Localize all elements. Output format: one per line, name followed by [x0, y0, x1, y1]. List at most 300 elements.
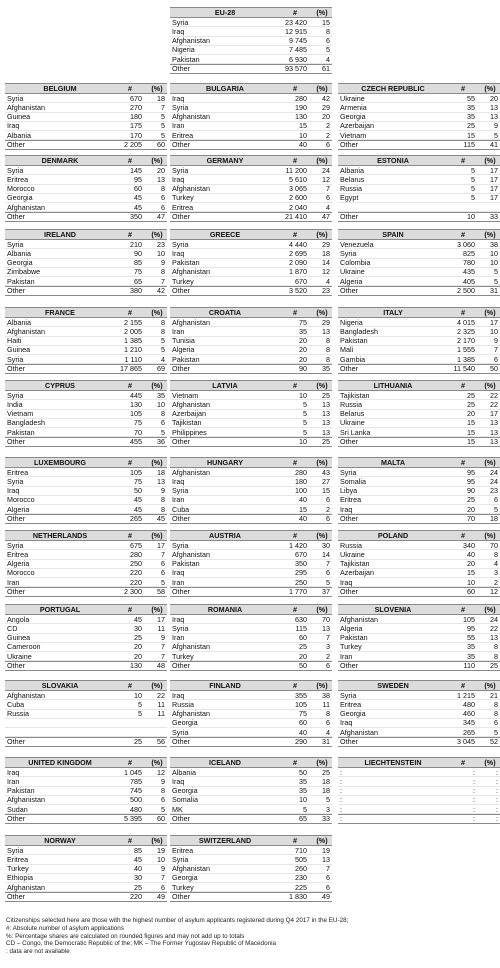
percent-cell: 6 — [326, 568, 330, 578]
country-table — [5, 680, 167, 747]
table-header — [5, 457, 167, 468]
percent-cell: 8 — [326, 336, 330, 345]
header-number: # — [461, 457, 465, 467]
count-cell: 21 410 — [285, 212, 307, 222]
citizenship-cell: Afghanistan — [172, 36, 210, 45]
percent-cell: 10 — [157, 248, 165, 258]
percent-cell: 6 — [494, 718, 498, 728]
count-cell: 10 — [299, 795, 307, 805]
table-row — [5, 514, 167, 523]
country-table — [338, 757, 500, 824]
header-percent: (%) — [316, 680, 328, 690]
count-cell: 45 — [134, 614, 142, 624]
table-row — [5, 364, 167, 373]
header-percent: (%) — [151, 155, 163, 165]
citizenship-cell: Other — [340, 737, 358, 747]
citizenship-cell: : — [340, 776, 342, 786]
citizenship-cell: Other — [7, 286, 25, 296]
count-cell: 670 — [130, 93, 142, 103]
count-cell: 5 — [303, 409, 307, 418]
table-header — [5, 307, 167, 318]
citizenship-cell: Other — [340, 661, 358, 671]
table-row — [170, 814, 332, 823]
percent-cell: : — [496, 795, 498, 805]
count-cell: 460 — [463, 709, 475, 718]
percent-cell: 7 — [326, 184, 330, 193]
count-cell: 1 770 — [289, 587, 307, 597]
percent-cell: 36 — [157, 437, 165, 447]
citizenship-cell: Venezuela — [340, 239, 374, 249]
percent-cell: 11 — [322, 699, 330, 709]
country-table — [170, 7, 332, 74]
header-number: # — [128, 307, 132, 317]
percent-cell: 15 — [322, 486, 330, 495]
table-header — [170, 380, 332, 391]
footnote: %: Percentage shares are calculated on rounded figures and may not add up to totals — [6, 932, 245, 940]
table-header — [170, 7, 332, 18]
percent-cell: 2 — [326, 121, 330, 131]
percent-cell: 11 — [157, 709, 165, 718]
percent-cell: 20 — [322, 112, 330, 121]
citizenship-cell: Iraq — [7, 121, 20, 131]
citizenship-cell: : — [340, 814, 342, 824]
percent-cell: 6 — [161, 418, 165, 428]
table-row — [338, 203, 500, 212]
table-row — [5, 737, 167, 746]
percent-cell: 10 — [490, 248, 498, 258]
percent-cell: 25 — [490, 661, 498, 671]
count-cell: 90 — [299, 364, 307, 374]
count-cell: 4 015 — [457, 317, 475, 327]
count-cell: 95 — [134, 174, 142, 184]
citizenship-cell: Georgia — [340, 112, 366, 121]
citizenship-cell: Azerbaijan — [172, 409, 206, 418]
count-cell: 15 — [299, 504, 307, 514]
percent-cell: 7 — [326, 864, 330, 873]
citizenship-cell: Pakistan — [340, 633, 368, 642]
count-cell: 5 — [471, 184, 475, 193]
header-percent: (%) — [484, 604, 496, 614]
citizenship-cell: MK — [172, 804, 183, 814]
percent-cell: 5 — [161, 345, 165, 355]
count-cell: 11 200 — [285, 165, 307, 175]
count-cell: 40 — [467, 549, 475, 559]
citizenship-cell: Iran — [172, 495, 185, 505]
table-header — [338, 155, 500, 166]
count-cell: 12 915 — [285, 26, 307, 36]
citizenship-cell: Syria — [172, 854, 189, 864]
table-title: LATVIA — [212, 380, 238, 390]
header-percent: (%) — [151, 380, 163, 390]
count-cell: 10 — [467, 577, 475, 587]
country-table — [170, 835, 332, 902]
table-row — [170, 355, 332, 364]
percent-cell: 6 — [326, 873, 330, 883]
count-cell: 2 325 — [457, 326, 475, 336]
percent-cell: 12 — [157, 767, 165, 777]
header-percent: (%) — [316, 530, 328, 540]
count-cell: : — [473, 814, 475, 824]
count-cell: 30 — [134, 873, 142, 883]
citizenship-cell: Syria — [7, 476, 24, 486]
header-number: # — [461, 680, 465, 690]
citizenship-cell: Other — [340, 514, 358, 524]
percent-cell: 18 — [322, 248, 330, 258]
table-row — [5, 505, 167, 514]
country-table — [5, 229, 167, 296]
table-header — [338, 307, 500, 318]
citizenship-cell: Other — [340, 437, 358, 447]
count-cell: 40 — [299, 514, 307, 524]
count-cell: 10 — [299, 390, 307, 400]
count-cell: 5 — [471, 165, 475, 175]
percent-cell: 18 — [322, 776, 330, 786]
count-cell: 55 — [467, 93, 475, 103]
count-cell: 445 — [130, 390, 142, 400]
citizenship-cell: Iran — [172, 121, 185, 131]
table-title: BELGIUM — [43, 83, 77, 93]
table-title: LITHUANIA — [373, 380, 413, 390]
citizenship-cell: Zimbabwe — [7, 267, 41, 277]
percent-cell: 6 — [161, 559, 165, 568]
citizenship-cell: Eritrea — [7, 467, 29, 477]
count-cell: 5 — [303, 804, 307, 814]
header-percent: (%) — [484, 757, 496, 767]
table-row — [170, 437, 332, 446]
table-row — [170, 140, 332, 149]
percent-cell: 8 — [494, 699, 498, 709]
percent-cell: 25 — [322, 767, 330, 777]
table-title: SWITZERLAND — [198, 835, 252, 845]
count-cell: 2 695 — [289, 248, 307, 258]
header-percent: (%) — [151, 307, 163, 317]
citizenship-cell: Pakistan — [172, 54, 200, 64]
percent-cell: 35 — [157, 390, 165, 400]
country-table — [5, 457, 167, 524]
table-title: ITALY — [383, 307, 403, 317]
percent-cell: 17 — [490, 174, 498, 184]
percent-cell: 70 — [322, 614, 330, 624]
citizenship-cell: Eritrea — [340, 699, 362, 709]
percent-cell: 41 — [490, 140, 498, 150]
citizenship-cell: Afghanistan — [7, 690, 45, 700]
count-cell: 20 — [299, 651, 307, 661]
table-row — [170, 64, 332, 73]
percent-cell: 4 — [326, 727, 330, 737]
citizenship-cell: Morocco — [7, 495, 35, 505]
header-percent: (%) — [316, 155, 328, 165]
percent-cell: 8 — [494, 642, 498, 652]
percent-cell: 5 — [494, 504, 498, 514]
citizenship-cell: India — [7, 399, 23, 409]
table-row — [170, 277, 332, 286]
citizenship-cell: Iraq — [172, 93, 185, 103]
table-row — [170, 661, 332, 670]
count-cell: 30 — [134, 623, 142, 633]
count-cell: 3 065 — [289, 184, 307, 193]
citizenship-cell: Syria — [7, 165, 24, 175]
percent-cell: 42 — [157, 286, 165, 296]
percent-cell: 4 — [494, 559, 498, 568]
percent-cell: 12 — [322, 267, 330, 277]
percent-cell: 61 — [322, 64, 330, 74]
citizenship-cell: Somalia — [172, 795, 198, 805]
header-percent: (%) — [484, 680, 496, 690]
percent-cell: 6 — [161, 193, 165, 203]
percent-cell: 13 — [322, 623, 330, 633]
percent-cell: 20 — [490, 93, 498, 103]
percent-cell: 8 — [161, 184, 165, 193]
header-percent: (%) — [484, 155, 496, 165]
percent-cell: 8 — [161, 504, 165, 514]
percent-cell: 60 — [157, 814, 165, 824]
count-cell: 55 — [467, 633, 475, 642]
count-cell: 25 — [467, 495, 475, 505]
table-row — [338, 505, 500, 514]
header-number: # — [461, 380, 465, 390]
citizenship-cell: Albania — [7, 130, 31, 140]
count-cell: 180 — [130, 112, 142, 121]
percent-cell: 31 — [490, 286, 498, 296]
table-header — [5, 835, 167, 846]
header-percent: (%) — [151, 457, 163, 467]
citizenship-cell: Other — [340, 286, 358, 296]
percent-cell: 7 — [494, 345, 498, 355]
table-row — [170, 728, 332, 737]
table-header — [5, 229, 167, 240]
table-title: GREECE — [209, 229, 241, 239]
table-header — [170, 604, 332, 615]
citizenship-cell: Afghanistan — [7, 202, 45, 212]
footnote: Citizenships selected here are those with the highest number of asylum applicants registered during Q4 2017 in the EU-28; — [6, 917, 349, 924]
count-cell: 10 — [299, 437, 307, 447]
count-cell: 20 — [467, 409, 475, 418]
citizenship-cell: Other — [172, 64, 190, 74]
percent-cell: 70 — [490, 540, 498, 550]
citizenship-cell: Afghanistan — [172, 267, 210, 277]
percent-cell: 4 — [161, 354, 165, 364]
table-row — [5, 587, 167, 596]
table-row — [338, 514, 500, 523]
percent-cell: 56 — [157, 737, 165, 747]
header-number: # — [461, 307, 465, 317]
citizenship-cell: Albania — [7, 248, 31, 258]
citizenship-cell: Iraq — [172, 690, 185, 700]
count-cell: 15 — [467, 427, 475, 437]
count-cell: 745 — [130, 786, 142, 795]
percent-cell: 6 — [161, 795, 165, 805]
citizenship-cell: Haiti — [7, 336, 22, 345]
count-cell: 60 — [134, 184, 142, 193]
count-cell: 60 — [299, 633, 307, 642]
count-cell: 780 — [463, 258, 475, 267]
count-cell: 505 — [295, 854, 307, 864]
country-table — [170, 680, 332, 747]
citizenship-cell: Afghanistan — [172, 549, 210, 559]
count-cell: 340 — [463, 540, 475, 550]
percent-cell: 10 — [490, 326, 498, 336]
percent-cell: 8 — [326, 354, 330, 364]
header-number: # — [128, 457, 132, 467]
citizenship-cell: Eritrea — [7, 549, 29, 559]
count-cell: 2 040 — [289, 202, 307, 212]
count-cell: 1 830 — [289, 892, 307, 902]
header-percent: (%) — [316, 380, 328, 390]
table-row — [5, 814, 167, 823]
citizenship-cell: Russia — [172, 699, 194, 709]
table-header — [170, 83, 332, 94]
citizenship-cell: Syria — [340, 690, 357, 700]
table-row — [170, 805, 332, 814]
citizenship-cell: Georgia — [172, 873, 198, 883]
citizenship-cell: Tunisia — [172, 336, 195, 345]
percent-cell: 2 — [326, 651, 330, 661]
percent-cell: 6 — [326, 661, 330, 671]
count-cell: 105 — [463, 614, 475, 624]
count-cell: 15 — [299, 121, 307, 131]
count-cell: 75 — [134, 476, 142, 486]
count-cell: 90 — [134, 248, 142, 258]
count-cell: 480 — [463, 699, 475, 709]
percent-cell: 9 — [161, 864, 165, 873]
count-cell: 500 — [130, 795, 142, 805]
citizenship-cell: Eritrea — [172, 202, 194, 212]
country-table — [338, 229, 500, 296]
percent-cell: 2 — [326, 130, 330, 140]
table-title: MALTA — [380, 457, 406, 467]
header-number: # — [128, 680, 132, 690]
citizenship-cell: Afghanistan — [7, 795, 45, 805]
count-cell: 95 — [467, 476, 475, 486]
percent-cell: 6 — [494, 354, 498, 364]
citizenship-cell: Afghanistan — [172, 467, 210, 477]
count-cell: 455 — [130, 437, 142, 447]
table-title: EU-28 — [214, 7, 236, 17]
table-row — [5, 277, 167, 286]
table-row — [170, 587, 332, 596]
count-cell: 2 205 — [124, 140, 142, 150]
header-percent: (%) — [151, 83, 163, 93]
percent-cell: 17 — [157, 614, 165, 624]
count-cell: 435 — [463, 267, 475, 277]
percent-cell: 31 — [322, 737, 330, 747]
citizenship-cell: Afghanistan — [7, 102, 45, 112]
citizenship-cell: Vietnam — [172, 390, 199, 400]
country-table — [170, 457, 332, 524]
percent-cell: 8 — [494, 651, 498, 661]
citizenship-cell: Other — [7, 892, 25, 902]
citizenship-cell: Syria — [172, 540, 189, 550]
table-row — [170, 652, 332, 661]
citizenship-cell: Other — [340, 212, 358, 222]
citizenship-cell: Iran — [7, 776, 20, 786]
count-cell: 60 — [299, 718, 307, 728]
percent-cell: 25 — [322, 437, 330, 447]
percent-cell: 58 — [157, 587, 165, 597]
citizenship-cell: Georgia — [172, 786, 198, 795]
table-row — [338, 286, 500, 295]
count-cell: 75 — [299, 709, 307, 718]
citizenship-cell: Turkey — [340, 642, 362, 652]
citizenship-cell: Albania — [7, 317, 31, 327]
percent-cell: 43 — [322, 467, 330, 477]
count-cell: 93 570 — [285, 64, 307, 74]
citizenship-cell: Afghanistan — [172, 864, 210, 873]
citizenship-cell: Syria — [172, 727, 189, 737]
count-cell: 10 — [134, 690, 142, 700]
percent-cell: 18 — [490, 514, 498, 524]
percent-cell: 52 — [490, 737, 498, 747]
table-header — [5, 530, 167, 541]
header-percent: (%) — [316, 229, 328, 239]
citizenship-cell: Turkey — [172, 193, 194, 203]
citizenship-cell: Iraq — [172, 614, 185, 624]
table-title: HUNGARY — [206, 457, 244, 467]
count-cell: 25 — [467, 121, 475, 131]
count-cell: 260 — [295, 864, 307, 873]
percent-cell: : — [496, 786, 498, 795]
count-cell: 5 — [471, 193, 475, 203]
count-cell: 50 — [299, 767, 307, 777]
table-header — [338, 457, 500, 468]
country-table — [170, 530, 332, 597]
citizenship-cell: Other — [7, 814, 25, 824]
percent-cell: 8 — [326, 345, 330, 355]
percent-cell: 5 — [161, 804, 165, 814]
count-cell: 1 110 — [124, 354, 142, 364]
count-cell: 25 — [467, 399, 475, 409]
citizenship-cell: Sudan — [7, 804, 28, 814]
citizenship-cell: Tajikistan — [340, 390, 370, 400]
table-row — [5, 131, 167, 140]
percent-cell: 8 — [161, 317, 165, 327]
percent-cell: 5 — [161, 112, 165, 121]
count-cell: 3 060 — [457, 239, 475, 249]
table-row — [5, 203, 167, 212]
percent-cell: 47 — [157, 212, 165, 222]
count-cell: 2 155 — [124, 317, 142, 327]
percent-cell: 38 — [322, 690, 330, 700]
percent-cell: 13 — [490, 102, 498, 112]
percent-cell: 17 — [490, 317, 498, 327]
count-cell: 35 — [299, 326, 307, 336]
citizenship-cell: Syria — [172, 239, 189, 249]
citizenship-cell: Iran — [7, 577, 20, 587]
percent-cell: 45 — [157, 514, 165, 524]
count-cell: 10 — [467, 212, 475, 222]
citizenship-cell: Afghanistan — [340, 727, 378, 737]
citizenship-cell: Vietnam — [340, 130, 367, 140]
citizenship-cell: Colombia — [340, 258, 371, 267]
percent-cell: 11 — [157, 699, 165, 709]
percent-cell: 8 — [494, 549, 498, 559]
count-cell: 250 — [295, 577, 307, 587]
count-cell: 670 — [295, 276, 307, 286]
header-number: # — [128, 155, 132, 165]
citizenship-cell: Ukraine — [7, 651, 32, 661]
citizenship-cell: Syria — [7, 93, 24, 103]
percent-cell: 15 — [322, 17, 330, 27]
header-number: # — [293, 604, 297, 614]
count-cell: 675 — [130, 540, 142, 550]
table-row — [338, 587, 500, 596]
table-header — [5, 757, 167, 768]
percent-cell: 24 — [322, 165, 330, 175]
citizenship-cell: Syria — [172, 165, 189, 175]
count-cell: 23 420 — [285, 17, 307, 27]
count-cell: 95 — [467, 623, 475, 633]
country-table — [170, 229, 332, 296]
